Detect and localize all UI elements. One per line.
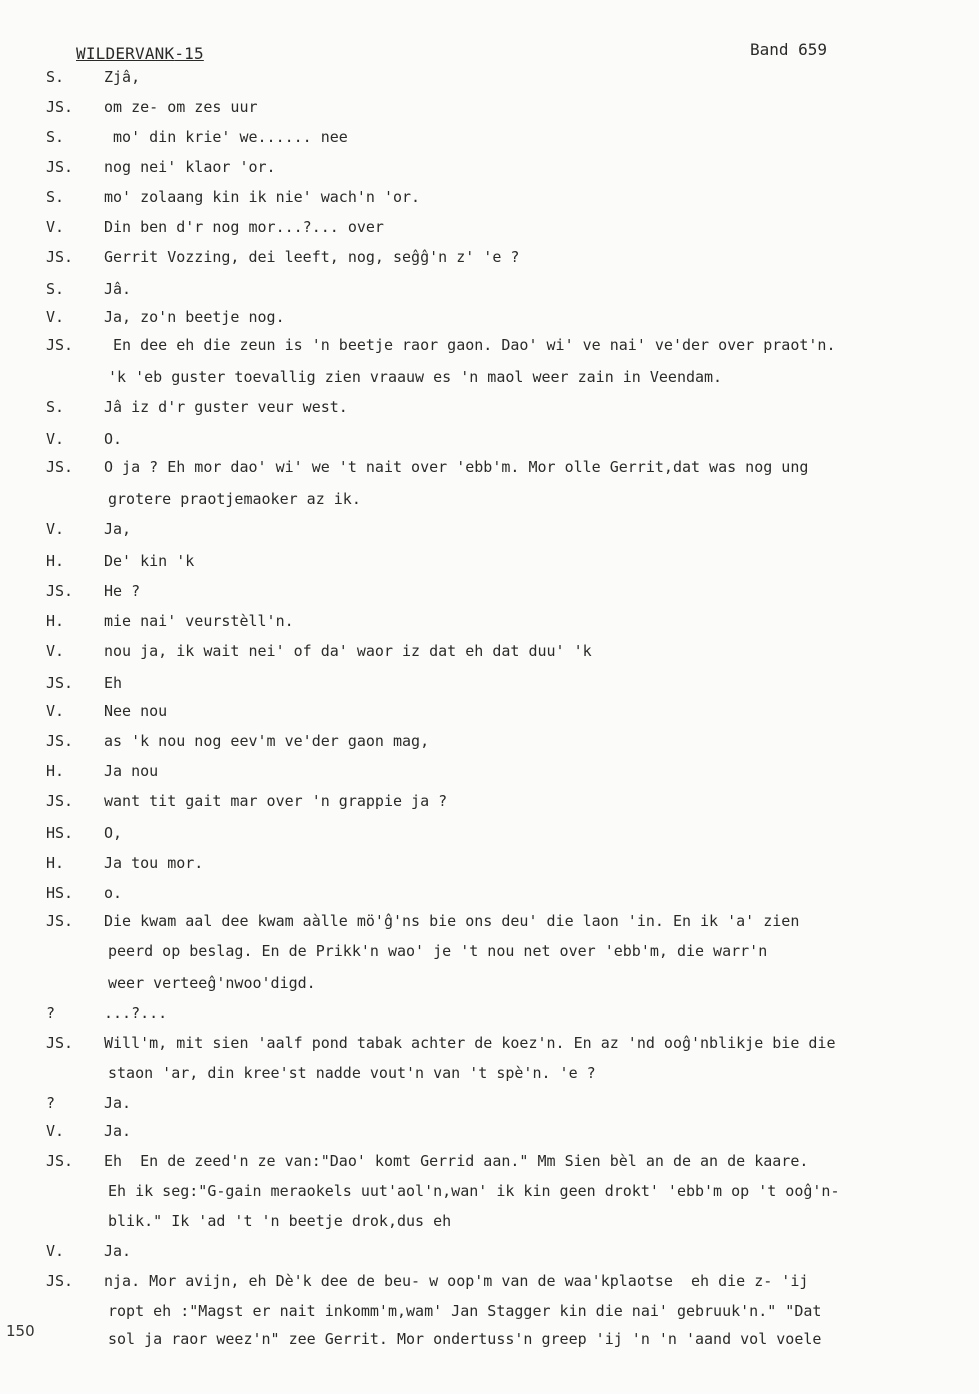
speaker-label: H. (46, 612, 65, 630)
speaker-label: JS. (46, 1034, 74, 1052)
utterance-line: grotere praotjemaoker az ik. (108, 490, 361, 508)
utterance-line: weer verteeĝ'nwoo'digd. (108, 974, 316, 992)
utterance-line: Jâ. (104, 280, 132, 298)
utterance-line: nja. Mor avijn, eh Dè'k dee de beu- w oop'm van de waa'kplaotse eh die z- 'ij (104, 1272, 809, 1290)
utterance-line: Ja. (104, 1242, 132, 1260)
speaker-label: JS. (46, 248, 74, 266)
utterance-line: Ja nou (104, 762, 159, 780)
utterance-line: O ja ? Eh mor dao' wi' we 't nait over 'ebb'm. Mor olle Gerrit,dat was nog ung (104, 458, 809, 476)
speaker-label: S. (46, 68, 65, 86)
speaker-label: S. (46, 280, 65, 298)
speaker-label: JS. (46, 458, 74, 476)
utterance-line: Zjâ, (104, 68, 141, 86)
speaker-label: HS. (46, 884, 74, 902)
utterance-line: O. (104, 430, 123, 448)
utterance-line: Will'm, mit sien 'aalf pond tabak achter de koez'n. En az 'nd ooĝ'nblikje bie die (104, 1034, 836, 1052)
utterance-line: Ja. (104, 1094, 132, 1112)
utterance-line: Ja, zo'n beetje nog. (104, 308, 285, 326)
utterance-line: ropt eh :"Magst er nait inkomm'm,wam' Jan Stagger kin die nai' gebruuk'n." "Dat (108, 1302, 822, 1320)
tape-number: Band 659 (750, 40, 828, 59)
utterance-line: as 'k nou nog eev'm ve'der gaon mag, (104, 732, 430, 750)
utterance-line: Eh ik seg:"G-gain meraokels uut'aol'n,wan' ik kin geen drokt' 'ebb'm op 't ooĝ'n- (108, 1182, 840, 1200)
utterance-line: mo' din krie' we...... nee (104, 128, 348, 146)
speaker-label: ? (46, 1094, 56, 1112)
utterance-line: want tit gait mar over 'n grappie ja ? (104, 792, 448, 810)
utterance-line: Nee nou (104, 702, 168, 720)
speaker-label: V. (46, 642, 65, 660)
speaker-label: JS. (46, 732, 74, 750)
speaker-label: V. (46, 1122, 65, 1140)
speaker-label: V. (46, 1242, 65, 1260)
speaker-label: JS. (46, 336, 74, 354)
speaker-label: S. (46, 188, 65, 206)
speaker-label: JS. (46, 792, 74, 810)
utterance-line: Gerrit Vozzing, dei leeft, nog, seĝĝ'n z' 'e ? (104, 248, 520, 266)
utterance-line: De' kin 'k (104, 552, 195, 570)
speaker-label: S. (46, 128, 65, 146)
document-title: WILDERVANK-15 (76, 44, 204, 63)
speaker-label: HS. (46, 824, 74, 842)
speaker-label: V. (46, 702, 65, 720)
speaker-label: V. (46, 520, 65, 538)
speaker-label: JS. (46, 1272, 74, 1290)
speaker-label: JS. (46, 98, 74, 116)
utterance-line: Din ben d'r nog mor...?... over (104, 218, 384, 236)
utterance-line: nou ja, ik wait nei' of da' waor iz dat eh dat duu' 'k (104, 642, 592, 660)
speaker-label: V. (46, 430, 65, 448)
utterance-line: O, (104, 824, 123, 842)
utterance-line: mie nai' veurstèll'n. (104, 612, 294, 630)
utterance-line: Eh En de zeed'n ze van:"Dao' komt Gerrid aan." Mm Sien bèl an de an de kaare. (104, 1152, 809, 1170)
utterance-line: nog nei' klaor 'or. (104, 158, 276, 176)
utterance-line: Ja, (104, 520, 132, 538)
utterance-line: Eh (104, 674, 123, 692)
speaker-label: JS. (46, 582, 74, 600)
speaker-label: H. (46, 762, 65, 780)
speaker-label: S. (46, 398, 65, 416)
utterance-line: Die kwam aal dee kwam aàlle mö'ĝ'ns bie ons deu' die laon 'in. En ik 'a' zien (104, 912, 800, 930)
speaker-label: V. (46, 308, 65, 326)
speaker-label: ? (46, 1004, 56, 1022)
utterance-line: He ? (104, 582, 141, 600)
utterance-line: staon 'ar, din kree'st nadde vout'n van 't spè'n. 'e ? (108, 1064, 596, 1082)
utterance-line: om ze- om zes uur (104, 98, 258, 116)
utterance-line: ...?... (104, 1004, 168, 1022)
speaker-label: H. (46, 854, 65, 872)
utterance-line: Ja tou mor. (104, 854, 204, 872)
utterance-line: Jâ iz d'r guster veur west. (104, 398, 348, 416)
utterance-line: Ja. (104, 1122, 132, 1140)
speaker-label: V. (46, 218, 65, 236)
margin-page-number: 150 (6, 1322, 35, 1340)
utterance-line: sol ja raor weez'n" zee Gerrit. Mor ondertuss'n greep 'ij 'n 'n 'aand vol voele (108, 1330, 822, 1348)
speaker-label: H. (46, 552, 65, 570)
speaker-label: JS. (46, 674, 74, 692)
utterance-line: o. (104, 884, 123, 902)
utterance-line: peerd op beslag. En de Prikk'n wao' je 't nou net over 'ebb'm, die warr'n (108, 942, 768, 960)
speaker-label: JS. (46, 158, 74, 176)
utterance-line: blik." Ik 'ad 't 'n beetje drok,dus eh (108, 1212, 452, 1230)
speaker-label: JS. (46, 912, 74, 930)
speaker-label: JS. (46, 1152, 74, 1170)
utterance-line: En dee eh die zeun is 'n beetje raor gaon. Dao' wi' ve nai' ve'der over praot'n. (104, 336, 836, 354)
utterance-line: mo' zolaang kin ik nie' wach'n 'or. (104, 188, 421, 206)
utterance-line: 'k 'eb guster toevallig zien vraauw es 'n maol weer zain in Veendam. (108, 368, 723, 386)
